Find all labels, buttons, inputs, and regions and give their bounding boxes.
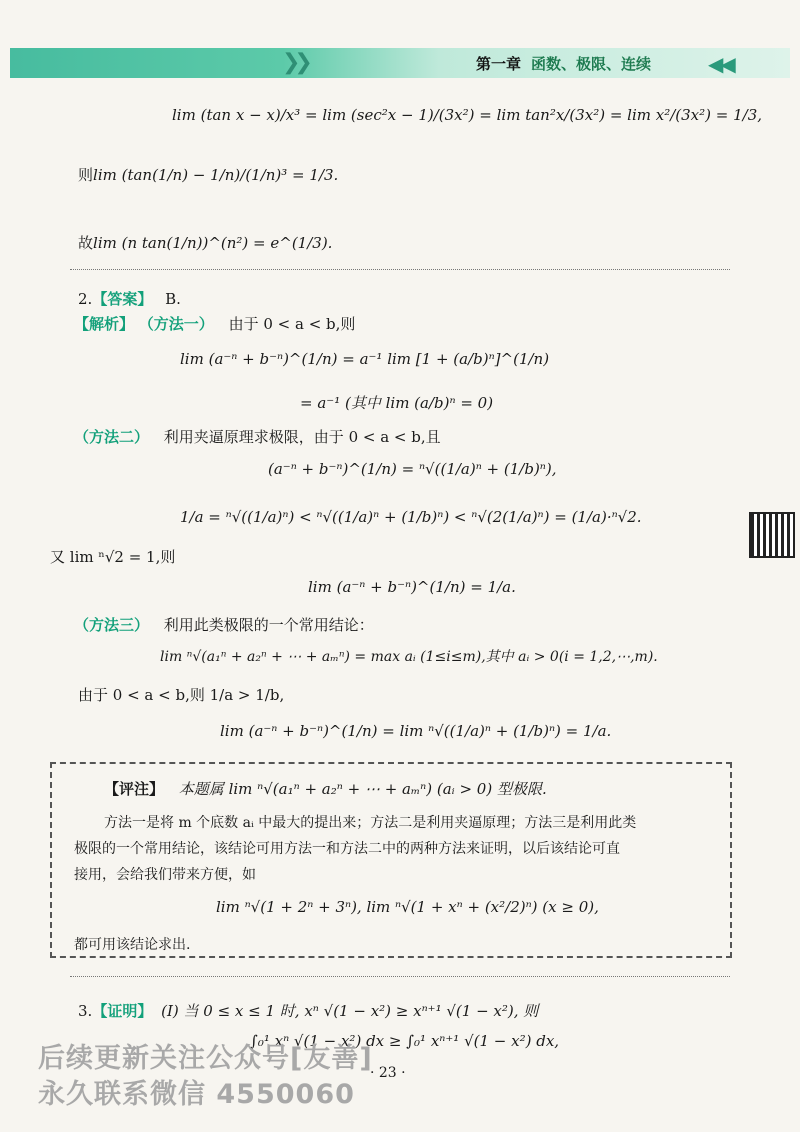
chevron-right-icon: ❯❯ xyxy=(282,50,307,75)
q2-method3-line xyxy=(74,614,374,635)
qr-code-icon xyxy=(749,512,795,558)
chapter-header-bar xyxy=(10,48,790,78)
q3-equation: ∫₀¹ xⁿ √(1 − x²) dx ≥ ∫₀¹ xⁿ⁺¹ √(1 − x²) dx, xyxy=(250,1032,560,1050)
note-line-4: 接用，会给我们带来方便，如 xyxy=(74,867,256,883)
method3-text: 利用此类极限的一个常用结论： xyxy=(163,616,374,634)
method1-text: 由于 0 < a < b,则 xyxy=(228,315,356,333)
note-tag: 【评注】 xyxy=(104,780,165,798)
chevron-left-icon: ◀◀ xyxy=(708,52,733,76)
q2-number: 2. xyxy=(78,290,93,308)
m3-line-2: 由于 0 < a < b,则 1/a > 1/b, xyxy=(78,686,285,704)
equation-result-e: lim (n tan(1/n))^(n²) = e^(1/3). xyxy=(93,234,333,252)
note-line-3: 极限的一个常用结论，该结论可用方法一和方法二中的两种方法来证明，以后该结论可直 xyxy=(74,841,620,857)
chapter-title xyxy=(476,53,651,74)
watermark-line-1: 后续更新关注公众号[友善] xyxy=(38,1043,373,1074)
watermark-line-2: 永久联系微信 4550060 xyxy=(38,1079,355,1110)
q3-line-1 xyxy=(78,1000,538,1021)
page-number: · 23 · xyxy=(370,1065,406,1081)
q2-answer-line xyxy=(78,288,181,309)
method1-tag: （方法一） xyxy=(138,315,214,333)
m2-line-3: 又 lim ⁿ√2 = 1,则 xyxy=(50,548,176,566)
note-line-1 xyxy=(104,778,547,799)
note-equation: lim ⁿ√(1 + 2ⁿ + 3ⁿ), lim ⁿ√(1 + xⁿ + (x²/2)ⁿ) (x ≥ 0), xyxy=(216,898,599,916)
chapter-number: 第一章 xyxy=(476,55,522,73)
m2-equation-3: lim (a⁻ⁿ + b⁻ⁿ)^(1/n) = 1/a. xyxy=(308,578,516,596)
section-divider-2 xyxy=(70,976,730,977)
prefix-therefore: 故 xyxy=(78,234,94,252)
section-divider xyxy=(70,269,730,270)
chapter-subtitle: 函数、极限、连续 xyxy=(531,55,652,73)
proof-tag: 【证明】 xyxy=(92,1002,153,1020)
answer-tag: 【答案】 xyxy=(92,290,153,308)
m3-equation-2: lim (a⁻ⁿ + b⁻ⁿ)^(1/n) = lim ⁿ√((1/a)ⁿ + (1/b)ⁿ) = 1/a. xyxy=(220,722,612,740)
note-line-2: 方法一是将 m 个底数 aᵢ 中最大的提出来；方法二是利用夹逼原理；方法三是利用此类 xyxy=(104,815,637,831)
q3-text: (Ⅰ) 当 0 ≤ x ≤ 1 时, xⁿ √(1 − x²) ≥ xⁿ⁺¹ √(1 − x²), 则 xyxy=(161,1002,539,1020)
method3-tag: （方法三） xyxy=(74,616,150,634)
line-then xyxy=(78,164,338,185)
analysis-tag: 【解析】 xyxy=(74,315,135,333)
method2-tag: （方法二） xyxy=(74,428,150,446)
equation-limit-n: lim (tan(1/n) − 1/n)/(1/n)³ = 1/3. xyxy=(93,166,339,184)
line-therefore xyxy=(78,232,332,253)
q2-method1-line xyxy=(74,313,355,334)
q2-answer: B. xyxy=(165,290,181,308)
method2-text: 利用夹逼原理求极限，由于 0 < a < b,且 xyxy=(163,428,441,446)
m2-equation-2: 1/a = ⁿ√((1/a)ⁿ) < ⁿ√((1/a)ⁿ + (1/b)ⁿ) < ⁿ√(2(1/a)ⁿ) = (1/a)·ⁿ√2. xyxy=(180,508,642,526)
note-text-1: 本题属 lim ⁿ√(a₁ⁿ + a₂ⁿ + ⋯ + aₘⁿ) (aᵢ > 0) 型极限. xyxy=(178,780,547,798)
m1-equation-2: = a⁻¹ (其中 lim (a/b)ⁿ = 0) xyxy=(300,394,494,412)
m2-equation-1: (a⁻ⁿ + b⁻ⁿ)^(1/n) = ⁿ√((1/a)ⁿ + (1/b)ⁿ), xyxy=(268,460,557,478)
m1-equation-1: lim (a⁻ⁿ + b⁻ⁿ)^(1/n) = a⁻¹ lim [1 + (a/b)ⁿ]^(1/n) xyxy=(180,350,550,368)
equation-limit-tan: lim (tan x − x)/x³ = lim (sec²x − 1)/(3x²) = lim tan²x/(3x²) = lim x²/(3x²) = 1/3, xyxy=(172,106,763,124)
q3-number: 3. xyxy=(78,1002,93,1020)
q2-method2-line xyxy=(74,426,441,447)
m3-equation-1: lim ⁿ√(a₁ⁿ + a₂ⁿ + ⋯ + aₘⁿ) = max aᵢ (1≤i≤m),其中 aᵢ > 0(i = 1,2,⋯,m). xyxy=(160,649,658,665)
note-line-5: 都可用该结论求出. xyxy=(74,937,191,953)
prefix-then: 则 xyxy=(78,166,94,184)
